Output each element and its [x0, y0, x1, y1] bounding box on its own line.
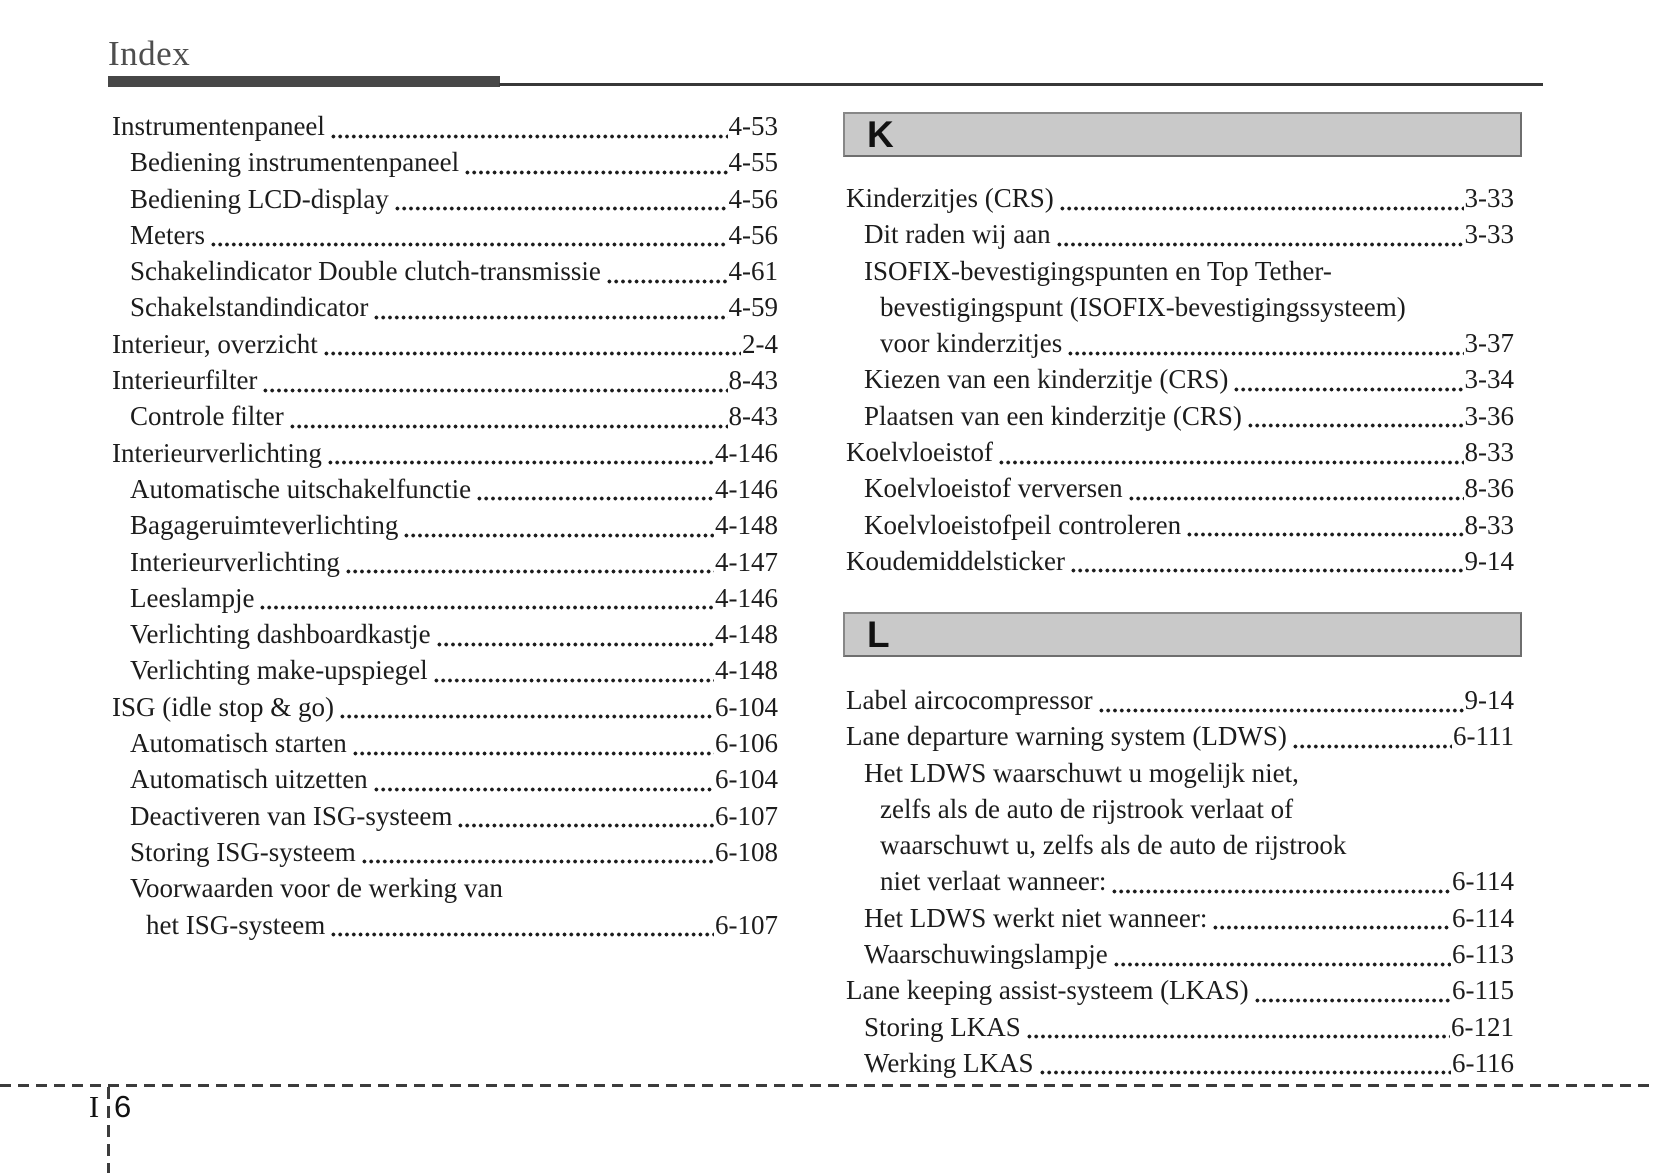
index-column-left — [112, 108, 778, 943]
index-entry-label: Controle filter — [130, 401, 284, 432]
dot-leader — [1056, 216, 1464, 252]
index-entry-label: zelfs als de auto de rijstrook verlaat of — [880, 793, 1294, 824]
index-entry — [112, 689, 778, 725]
dot-leader — [259, 580, 714, 616]
index-entry-label: Automatisch starten — [130, 728, 347, 759]
index-entry-label: Schakelstandindicator — [130, 292, 369, 323]
index-entry — [846, 791, 1514, 827]
dot-leader — [262, 362, 727, 398]
dot-leader — [1212, 900, 1451, 936]
index-entry-label: het ISG-systeem — [146, 909, 326, 940]
index-entry-page-number: 3-33 — [1464, 219, 1514, 250]
index-entry-label: Koelvloeistof verversen — [864, 473, 1123, 504]
index-entry-label: voor kinderzitjes — [880, 328, 1063, 359]
index-entry-page-number: 3-36 — [1464, 400, 1514, 431]
index-entry-page-number: 6-107 — [715, 800, 778, 831]
index-entry — [112, 289, 778, 325]
index-entry — [112, 398, 778, 434]
index-entry — [846, 180, 1514, 216]
index-entry-page-number: 4-55 — [728, 147, 778, 178]
dot-leader — [1111, 863, 1451, 899]
dot-leader — [1070, 543, 1464, 579]
index-entry-label: bevestigingspunt (ISOFIX-bevestigingssysteem) — [880, 291, 1406, 322]
index-entry — [112, 725, 778, 761]
index-entry — [846, 507, 1514, 543]
index-entry — [112, 834, 778, 870]
index-entry-page-number: 6-115 — [1452, 975, 1514, 1006]
dot-leader — [1292, 718, 1452, 754]
index-entry-label: Kiezen van een kinderzitje (CRS) — [864, 364, 1229, 395]
index-entry-page-number: 4-148 — [715, 655, 778, 686]
index-entry-page-number: 9-14 — [1464, 545, 1514, 576]
footer-dashed-vertical-line — [107, 1087, 110, 1173]
dot-leader — [1026, 1009, 1450, 1045]
index-entry — [846, 216, 1514, 252]
index-entry-page-number: 8-43 — [728, 365, 778, 396]
index-entry-label: Deactiveren van ISG-systeem — [130, 800, 453, 831]
index-entry-label: Leeslampje — [130, 582, 255, 613]
dot-leader — [436, 616, 714, 652]
index-entry-page-number: 4-146 — [715, 473, 778, 504]
index-entry-label: Koelvloeistof — [846, 437, 993, 468]
index-entry — [112, 362, 778, 398]
dot-leader — [606, 253, 728, 289]
section-letter: L — [867, 614, 890, 655]
index-entry-label: Het LDWS waarschuwt u mogelijk niet, — [864, 757, 1299, 788]
index-entry — [846, 398, 1514, 434]
index-entry — [112, 761, 778, 797]
index-entry-page-number: 6-113 — [1452, 939, 1514, 970]
index-entry — [846, 755, 1514, 791]
index-entry-page-number: 8-33 — [1464, 509, 1514, 540]
dot-leader — [323, 326, 741, 362]
dot-leader — [361, 834, 714, 870]
index-entry-page-number: 3-37 — [1464, 328, 1514, 359]
index-entry-label: Waarschuwingslampje — [864, 939, 1108, 970]
index-entry-page-number: 4-59 — [728, 292, 778, 323]
dot-leader — [330, 907, 714, 943]
index-entry — [112, 181, 778, 217]
dot-leader — [373, 289, 727, 325]
index-entry-page-number: 6-116 — [1452, 1047, 1514, 1078]
index-entry-label: ISOFIX-bevestigingspunten en Top Tether- — [864, 255, 1332, 286]
index-entry-label: Bediening LCD-display — [130, 183, 389, 214]
index-entry-label: ISG (idle stop & go) — [112, 691, 334, 722]
dot-leader — [998, 434, 1464, 470]
index-entry — [846, 434, 1514, 470]
index-entry — [846, 827, 1514, 863]
dot-leader — [1128, 470, 1464, 506]
dot-leader — [394, 181, 728, 217]
dot-leader — [457, 798, 714, 834]
index-entry-label: niet verlaat wanneer: — [880, 866, 1107, 897]
title-underline-bar — [108, 76, 500, 87]
index-entry — [846, 1045, 1514, 1081]
index-entry-label: Plaatsen van een kinderzitje (CRS) — [864, 400, 1242, 431]
index-entry-label: Lane departure warning system (LDWS) — [846, 721, 1287, 752]
dot-leader — [433, 652, 714, 688]
dot-leader — [1233, 361, 1463, 397]
index-entry — [112, 870, 778, 906]
index-entry-label: Interieurverlichting — [112, 437, 322, 468]
index-entry — [112, 907, 778, 943]
index-entry — [112, 435, 778, 471]
index-entry-page-number: 6-114 — [1452, 866, 1514, 897]
section-header-k — [843, 112, 1522, 157]
index-entry — [846, 1009, 1514, 1045]
index-entry-page-number: 6-114 — [1452, 902, 1514, 933]
index-entry-label: Bagageruimteverlichting — [130, 510, 399, 541]
dot-leader — [352, 725, 714, 761]
dot-leader — [373, 761, 714, 797]
index-entry — [846, 936, 1514, 972]
index-entry-label: waarschuwt u, zelfs als de auto de rijstrook — [880, 830, 1347, 861]
footer-page-number: 6 — [114, 1089, 132, 1124]
index-entry — [112, 507, 778, 543]
index-entry-page-number: 4-56 — [728, 183, 778, 214]
index-entry-page-number: 3-34 — [1464, 364, 1514, 395]
index-entry — [112, 144, 778, 180]
index-entry-label: Kinderzitjes (CRS) — [846, 183, 1054, 213]
dot-leader — [1098, 682, 1464, 718]
index-entry-label: Werking LKAS — [864, 1047, 1034, 1078]
index-entry — [846, 289, 1514, 325]
index-entry — [846, 543, 1514, 579]
index-column-right-section-l — [846, 682, 1514, 1081]
index-entry-label: Dit raden wij aan — [864, 219, 1051, 250]
footer-dashed-horizontal-line — [0, 1084, 1653, 1087]
index-entry-label: Interieur, overzicht — [112, 328, 318, 359]
index-entry-page-number: 4-146 — [715, 437, 778, 468]
index-entry — [112, 580, 778, 616]
dot-leader — [1186, 507, 1463, 543]
index-entry — [846, 718, 1514, 754]
index-entry — [846, 972, 1514, 1008]
index-entry-label: Verlichting make-upspiegel — [130, 655, 428, 686]
dot-leader — [1247, 398, 1464, 434]
dot-leader — [464, 144, 727, 180]
dot-leader — [1113, 936, 1451, 972]
dot-leader — [403, 507, 714, 543]
index-entry-page-number: 6-104 — [715, 691, 778, 722]
index-entry — [112, 326, 778, 362]
index-entry — [112, 544, 778, 580]
index-entry-label: Label aircocompressor — [846, 685, 1093, 715]
index-entry — [846, 361, 1514, 397]
dot-leader — [345, 544, 714, 580]
dot-leader — [327, 435, 714, 471]
index-entry-page-number: 8-36 — [1464, 473, 1514, 504]
index-entry-page-number: 4-61 — [728, 256, 778, 287]
index-entry-label: Automatische uitschakelfunctie — [130, 473, 472, 504]
index-entry-label: Meters — [130, 219, 205, 250]
index-entry-page-number: 9-14 — [1464, 685, 1514, 715]
index-entry-page-number: 6-111 — [1453, 721, 1514, 752]
dot-leader — [330, 108, 728, 144]
index-entry-page-number: 8-43 — [728, 401, 778, 432]
index-entry — [846, 470, 1514, 506]
dot-leader — [1059, 180, 1464, 216]
dot-leader — [476, 471, 714, 507]
index-entry-label: Interieurfilter — [112, 365, 258, 396]
index-entry — [846, 325, 1514, 361]
index-entry — [846, 900, 1514, 936]
index-entry-label: Schakelindicator Double clutch-transmissie — [130, 256, 601, 287]
dot-leader — [1039, 1045, 1451, 1081]
section-header-l — [843, 612, 1522, 657]
index-entry-page-number: 2-4 — [742, 328, 778, 359]
page-title: Index — [108, 34, 191, 73]
index-entry — [112, 108, 778, 144]
index-entry-page-number: 4-146 — [715, 582, 778, 613]
dot-leader — [210, 217, 728, 253]
index-entry-label: Het LDWS werkt niet wanneer: — [864, 902, 1208, 933]
index-entry — [112, 652, 778, 688]
index-entry — [112, 471, 778, 507]
index-entry-page-number: 6-104 — [715, 764, 778, 795]
index-entry-page-number: 4-148 — [715, 510, 778, 541]
index-entry-label: Interieurverlichting — [130, 546, 340, 577]
index-entry-page-number: 6-107 — [715, 909, 778, 940]
dot-leader — [1254, 972, 1451, 1008]
index-entry — [846, 863, 1514, 899]
index-entry-page-number: 6-106 — [715, 728, 778, 759]
dot-leader — [339, 689, 714, 725]
index-entry-label: Koelvloeistofpeil controleren — [864, 509, 1182, 540]
index-column-right-section-k — [846, 180, 1514, 579]
index-entry-page-number: 4-56 — [728, 219, 778, 250]
index-entry-label: Koudemiddelsticker — [846, 545, 1065, 576]
index-entry-page-number: 4-147 — [715, 546, 778, 577]
index-entry-page-number: 8-33 — [1464, 437, 1514, 468]
index-entry — [112, 616, 778, 652]
index-entry-label: Bediening instrumentenpaneel — [130, 147, 460, 178]
index-entry-label: Instrumentenpaneel — [112, 111, 325, 141]
index-entry-label: Storing ISG-systeem — [130, 836, 356, 867]
section-letter: K — [867, 114, 894, 155]
footer-section-letter: I — [88, 1089, 100, 1124]
index-entry-label: Lane keeping assist-systeem (LKAS) — [846, 975, 1249, 1006]
index-entry-page-number: 6-108 — [715, 836, 778, 867]
index-entry-page-number: 3-33 — [1464, 183, 1514, 213]
index-entry — [112, 253, 778, 289]
index-entry-label: Automatisch uitzetten — [130, 764, 368, 795]
dot-leader — [289, 398, 728, 434]
index-entry-label: Voorwaarden voor de werking van — [130, 873, 503, 904]
index-entry — [112, 217, 778, 253]
index-entry-label: Verlichting dashboardkastje — [130, 619, 431, 650]
index-entry — [846, 253, 1514, 289]
index-entry-page-number: 6-121 — [1451, 1011, 1514, 1042]
index-entry-page-number: 4-148 — [715, 619, 778, 650]
index-entry — [846, 682, 1514, 718]
dot-leader — [1067, 325, 1463, 361]
index-entry — [112, 798, 778, 834]
index-entry-label: Storing LKAS — [864, 1011, 1021, 1042]
title-underline-rule — [499, 83, 1543, 86]
index-entry-page-number: 4-53 — [728, 111, 778, 141]
